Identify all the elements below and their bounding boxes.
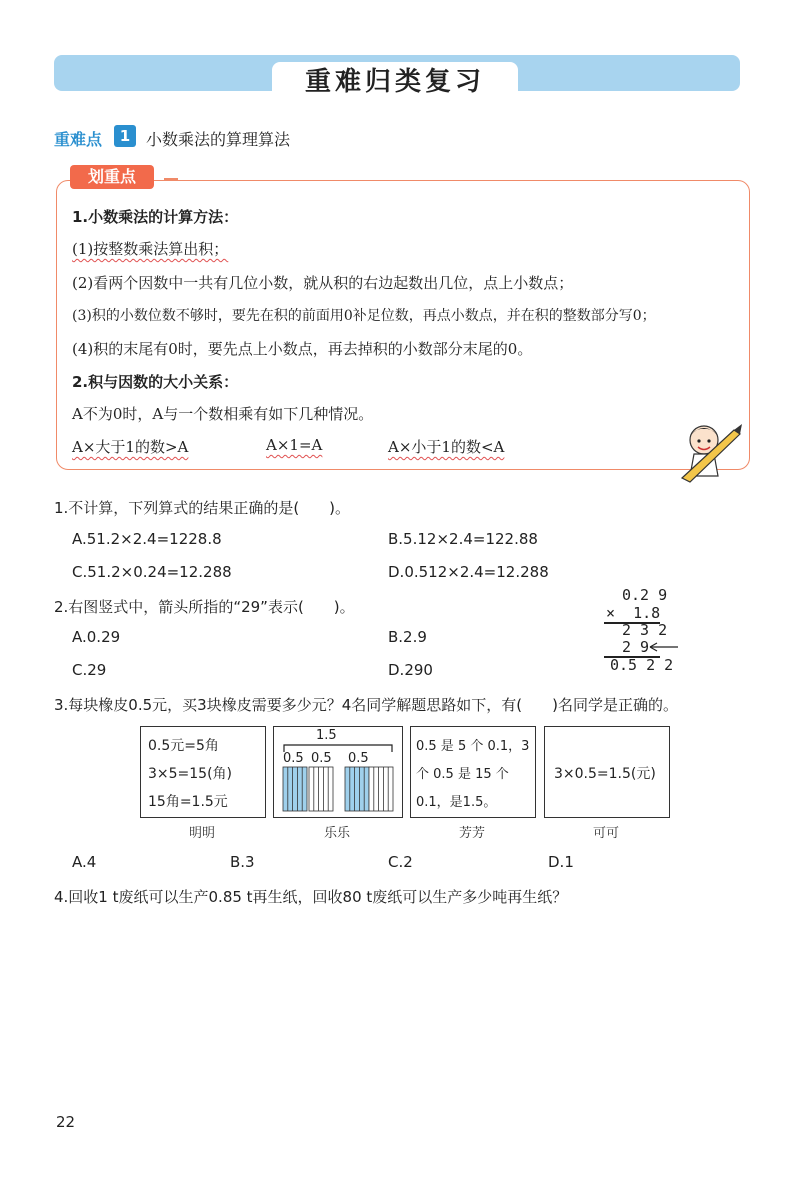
q2-option-b: B.2.9 bbox=[388, 628, 427, 646]
vertical-product: 0.5 2 2 bbox=[610, 656, 674, 674]
page-number: 22 bbox=[56, 1113, 76, 1131]
q3-option-c: C.2 bbox=[388, 853, 413, 871]
lele-label-1: 0.5 bbox=[283, 751, 304, 766]
vertical-partial-2: 2 9 bbox=[622, 638, 650, 656]
q1-option-b: B.5.12×2.4=122.88 bbox=[388, 530, 538, 548]
vertical-factor-1: 0.2 9 bbox=[622, 586, 668, 604]
q2-option-d: D.290 bbox=[388, 661, 433, 679]
relation-intro: A不为0时，A与一个数相乘有如下几种情况。 bbox=[72, 405, 374, 423]
relation-heading: 2.积与因数的大小关系： bbox=[72, 373, 239, 391]
key-point-title: 小数乘法的算理算法 bbox=[146, 130, 291, 149]
fangfang-line-2: 个 0.5 是 15 个 bbox=[416, 767, 509, 782]
lele-label-2: 0.5 bbox=[311, 751, 332, 766]
vertical-factor-2: × 1.8 bbox=[606, 604, 661, 622]
tag-divider bbox=[164, 178, 178, 180]
key-point-label: 重难点 bbox=[54, 130, 103, 149]
method-step-3: (3)积的小数位数不够时，要先在积的前面用0补足位数，再点小数点，并在积的整数部分写0； bbox=[72, 308, 656, 324]
method-step-2: (2)看两个因数中一共有几位小数，就从积的右边起数出几位，点上小数点； bbox=[72, 274, 574, 292]
question-3: 3.每块橡皮0.5元，买3块橡皮需要多少元？4名同学解题思路如下，有( )名同学是正确的。 bbox=[54, 696, 678, 714]
key-point-number: 1 bbox=[114, 125, 136, 147]
keke-line-1: 3×0.5=1.5(元) bbox=[554, 766, 656, 782]
relation-rule-3: A×小于1的数<A bbox=[388, 438, 505, 456]
q1-option-d: D.0.512×2.4=12.288 bbox=[388, 563, 549, 581]
q3-option-a: A.4 bbox=[72, 853, 97, 871]
boy-pencil-illustration bbox=[676, 418, 746, 484]
keke-name: 可可 bbox=[592, 826, 619, 841]
question-1: 1.不计算，下列算式的结果正确的是( )。 bbox=[54, 499, 351, 517]
fangfang-name: 芳芳 bbox=[458, 826, 485, 841]
mingming-line-1: 0.5元=5角 bbox=[148, 738, 219, 754]
question-4: 4.回收1 t废纸可以生产0.85 t再生纸，回收80 t废纸可以生产多少吨再生纸？ bbox=[54, 888, 568, 906]
q3-option-b: B.3 bbox=[230, 853, 255, 871]
q2-option-c: C.29 bbox=[72, 661, 107, 679]
lele-total-label: 1.5 bbox=[316, 728, 337, 743]
method-step-4: (4)积的末尾有0时，要先点上小数点，再去掉积的小数部分末尾的0。 bbox=[72, 340, 533, 358]
q1-option-a: A.51.2×2.4=1228.8 bbox=[72, 530, 222, 548]
page-title: 重难归类复习 bbox=[304, 67, 485, 97]
lele-name: 乐乐 bbox=[323, 826, 350, 841]
arrow-left-icon bbox=[648, 640, 680, 654]
method-heading: 1.小数乘法的计算方法： bbox=[72, 208, 239, 226]
q2-option-a: A.0.29 bbox=[72, 628, 121, 646]
lele-decimal-grid bbox=[282, 766, 394, 812]
q3-option-d: D.1 bbox=[548, 853, 574, 871]
mingming-line-3: 15角=1.5元 bbox=[148, 794, 228, 810]
lele-label-3: 0.5 bbox=[348, 751, 369, 766]
fangfang-line-3: 0.1，是1.5。 bbox=[416, 795, 497, 810]
question-2: 2.右图竖式中，箭头所指的“29”表示( )。 bbox=[54, 598, 355, 616]
relation-rule-2: A×1=A bbox=[266, 436, 323, 454]
q1-option-c: C.51.2×0.24=12.288 bbox=[72, 563, 232, 581]
highlight-tag: 划重点 bbox=[70, 165, 154, 189]
fangfang-line-1: 0.5 是 5 个 0.1，3 bbox=[416, 739, 530, 754]
mingming-name: 明明 bbox=[188, 826, 215, 841]
vertical-partial-1: 2 3 2 bbox=[622, 621, 668, 639]
relation-rule-1: A×大于1的数>A bbox=[72, 438, 189, 456]
mingming-line-2: 3×5=15(角) bbox=[148, 766, 233, 782]
method-step-1: (1)按整数乘法算出积； bbox=[72, 240, 229, 258]
